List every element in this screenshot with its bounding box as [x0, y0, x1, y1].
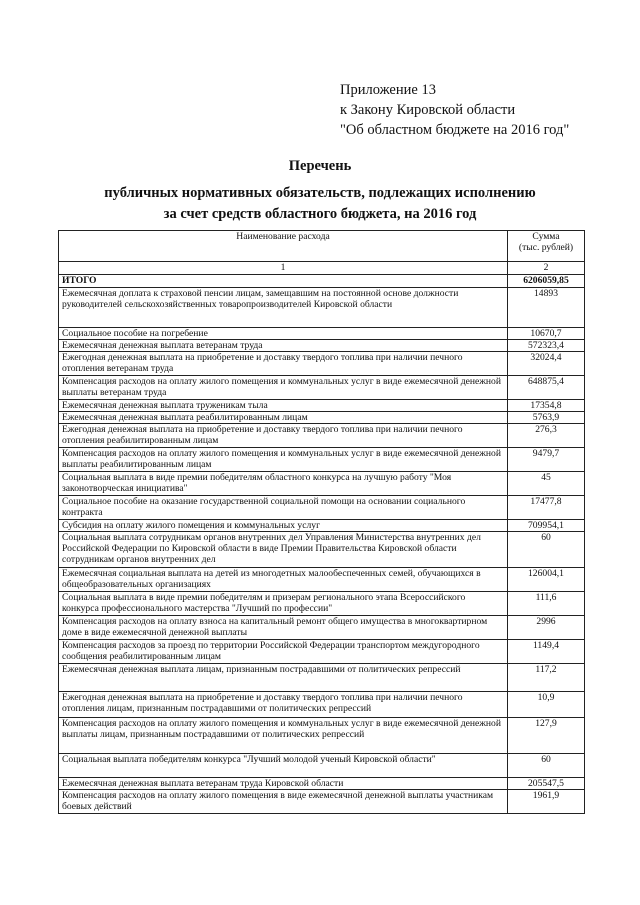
- expense-amount: 1149,4: [508, 640, 585, 664]
- table-row: [59, 790, 585, 814]
- table-row: [59, 754, 585, 778]
- expense-amount: 10670,7: [508, 328, 585, 340]
- title-line-1: Перечень: [288, 158, 352, 174]
- table-header-row: [59, 231, 585, 262]
- expense-amount: 1961,9: [508, 790, 585, 814]
- expense-amount: 117,2: [508, 664, 585, 692]
- expense-amount: 60: [508, 532, 585, 568]
- expense-amount: 572323,4: [508, 340, 585, 352]
- expense-amount: 111,6: [508, 592, 585, 616]
- expense-amount: 32024,4: [508, 352, 585, 376]
- expense-amount: 10,9: [508, 692, 585, 718]
- table-row: [59, 376, 585, 400]
- document-title: [0, 156, 640, 225]
- total-value: 6206059,85: [508, 275, 585, 288]
- table-row: [59, 718, 585, 754]
- table-row: [59, 448, 585, 472]
- annex-line-3: "Об областном бюджете на 2016 год": [340, 122, 570, 138]
- table-row: [59, 520, 585, 532]
- expense-name: Компенсация расходов на оплату жилого помещения и коммунальных услуг в виде ежемесячной денежной выплаты ветеранам труда: [59, 376, 508, 400]
- table-row: [59, 692, 585, 718]
- table-row: [59, 472, 585, 496]
- expense-name: Социальная выплата сотрудникам органов внутренних дел Управления Министерства внутренних дел Российской Федерации по Кировской области в виде Премии Правительства Кировской области сотрудникам органов внутренних дел: [59, 532, 508, 568]
- expense-name: Социальная выплата в виде премии победителям и призерам регионального этапа Всероссийского конкурса профессионального мастерства "Лучший по профессии": [59, 592, 508, 616]
- table-row: [59, 532, 585, 568]
- header-sum-cell: [508, 231, 585, 262]
- expense-name: Социальное пособие на оказание государственной социальной помощи на основании социального контракта: [59, 496, 508, 520]
- total-label: ИТОГО: [59, 275, 508, 288]
- expense-name: Ежемесячная денежная выплата труженикам тыла: [59, 400, 508, 412]
- expense-name: Социальное пособие на погребение: [59, 328, 508, 340]
- column-number-2: 2: [508, 262, 585, 275]
- table-row: [59, 424, 585, 448]
- table-row: [59, 352, 585, 376]
- column-number-1: 1: [59, 262, 508, 275]
- header-name: Наименование расхода: [236, 231, 330, 242]
- expense-amount: 60: [508, 754, 585, 778]
- expense-name: Ежемесячная денежная выплата лицам, признанным пострадавшими от политических репрессий: [59, 664, 508, 692]
- expense-name: Ежемесячная социальная выплата на детей из многодетных малообеспеченных семей, обучающихся в общеобразовательных организациях: [59, 568, 508, 592]
- header-sum-label: Сумма: [532, 231, 560, 242]
- header-sum-unit: (тыс. рублей): [518, 242, 574, 253]
- expense-amount: 17477,8: [508, 496, 585, 520]
- table-row: [59, 288, 585, 328]
- table-row: [59, 778, 585, 790]
- expense-name: Социальная выплата победителям конкурса "Лучший молодой ученый Кировской области": [59, 754, 508, 778]
- table-row: [59, 496, 585, 520]
- expense-name: Ежемесячная денежная выплата ветеранам труда Кировской области: [59, 778, 508, 790]
- table-row: [59, 400, 585, 412]
- annex-line-2: к Закону Кировской области: [340, 102, 516, 118]
- table-row: [59, 640, 585, 664]
- expense-name: Компенсация расходов на оплату жилого помещения и коммунальных услуг в виде ежемесячной денежной выплаты реабилитированным лицам: [59, 448, 508, 472]
- title-line-3: за счет средств областного бюджета, на 2016 год: [163, 206, 477, 222]
- table-row: [59, 664, 585, 692]
- table-row: [59, 340, 585, 352]
- expense-name: Ежегодная денежная выплата на приобретение и доставку твердого топлива при наличии печного отопления ветеранам труда: [59, 352, 508, 376]
- expense-name: Ежемесячная денежная выплата ветеранам труда: [59, 340, 508, 352]
- table-row: [59, 616, 585, 640]
- title-line-2: публичных нормативных обязательств, подлежащих исполнению: [104, 185, 536, 201]
- expense-name: Субсидия на оплату жилого помещения и коммунальных услуг: [59, 520, 508, 532]
- table-row: [59, 568, 585, 592]
- table-row: [59, 592, 585, 616]
- expense-amount: 126004,1: [508, 568, 585, 592]
- expense-name: Компенсация расходов на оплату жилого помещения и коммунальных услуг в виде ежемесячной денежной выплаты лицам, признанным пострадавшими от политических репрессий: [59, 718, 508, 754]
- expense-amount: 205547,5: [508, 778, 585, 790]
- expense-amount: 648875,4: [508, 376, 585, 400]
- annex-header: [340, 80, 569, 140]
- expense-name: Ежегодная денежная выплата на приобретение и доставку твердого топлива при наличии печного отопления лицам, признанным пострадавшими от политических репрессий: [59, 692, 508, 718]
- expense-name: Ежемесячная доплата к страховой пенсии лицам, замещавшим на постоянной основе должности руководителей сельскохозяйственных товаропроизводителей Кировской области: [59, 288, 508, 328]
- header-name-cell: [59, 231, 508, 262]
- expense-amount: 276,3: [508, 424, 585, 448]
- expense-amount: 2996: [508, 616, 585, 640]
- expense-amount: 5763,9: [508, 412, 585, 424]
- expense-amount: 14893: [508, 288, 585, 328]
- table-row: [59, 412, 585, 424]
- obligations-table: [58, 230, 585, 814]
- table-row: [59, 328, 585, 340]
- expense-amount: 9479,7: [508, 448, 585, 472]
- expense-name: Компенсация расходов на оплату взноса на капитальный ремонт общего имущества в многоквартирном доме в виде ежемесячной денежной выплаты: [59, 616, 508, 640]
- expense-amount: 709954,1: [508, 520, 585, 532]
- column-number-row: [59, 262, 585, 275]
- expense-amount: 127,9: [508, 718, 585, 754]
- expense-amount: 45: [508, 472, 585, 496]
- expense-amount: 17354,8: [508, 400, 585, 412]
- annex-line-1: Приложение 13: [340, 82, 436, 98]
- total-row: [59, 275, 585, 288]
- expense-name: Компенсация расходов на оплату жилого помещения в виде ежемесячной денежной выплаты участникам боевых действий: [59, 790, 508, 814]
- expense-name: Компенсация расходов за проезд по территории Российской Федерации транспортом междугородного сообщения реабилитированным лицам: [59, 640, 508, 664]
- expense-name: Ежемесячная денежная выплата реабилитированным лицам: [59, 412, 508, 424]
- expense-name: Социальная выплата в виде премии победителям областного конкурса на лучшую работу "Моя законотворческая инициатива": [59, 472, 508, 496]
- expense-name: Ежегодная денежная выплата на приобретение и доставку твердого топлива при наличии печного отопления реабилитированным лицам: [59, 424, 508, 448]
